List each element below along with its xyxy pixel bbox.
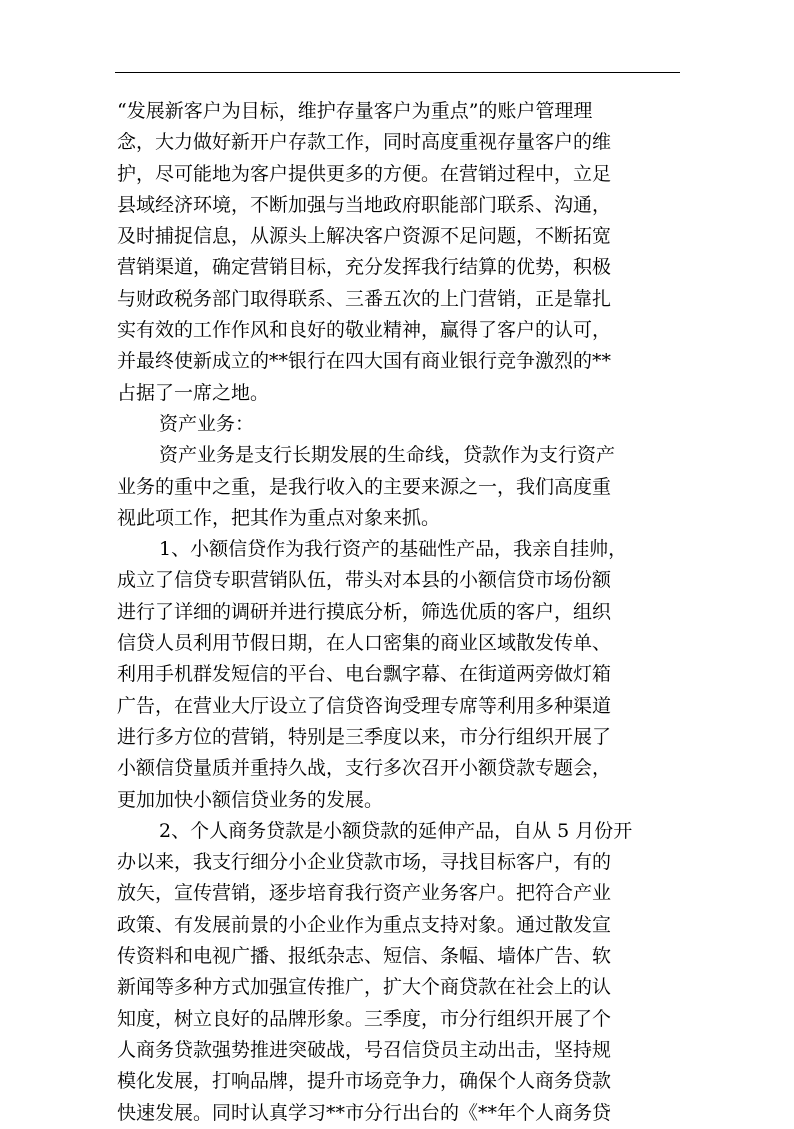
text-line: 进行了详细的调研并进行摸底分析，筛选优质的客户，组织 — [117, 600, 612, 623]
text-line: 县域经济环境，不断加强与当地政府职能部门联系、沟通， — [117, 193, 612, 216]
text-line: 1、小额信贷作为我行资产的基础性产品，我亲自挂帅， — [159, 538, 628, 561]
text-line: 成立了信贷专职营销队伍，带头对本县的小额信贷市场份额 — [117, 569, 612, 592]
text-line: 护，尽可能地为客户提供更多的方便。在营销过程中，立足 — [117, 162, 612, 185]
paragraph-business-loans — [117, 816, 677, 1129]
paragraph-asset-intro — [117, 440, 677, 534]
section-heading-asset-business — [117, 409, 677, 440]
paragraph-account-management — [117, 96, 677, 409]
text-line: 占据了一席之地。 — [117, 381, 270, 404]
document-body — [117, 96, 677, 1129]
text-line: 及时捕捉信息，从源头上解决客户资源不足问题，不断拓宽 — [117, 225, 612, 248]
text-line: 业务的重中之重，是我行收入的主要来源之一，我们高度重 — [117, 475, 612, 498]
text-line: 模化发展，打响品牌，提升市场竞争力，确保个人商务贷款 — [117, 1070, 612, 1093]
text-line: 政策、有发展前景的小企业作为重点支持对象。通过散发宣 — [117, 913, 612, 936]
text-line: 放矢，宣传营销，逐步培育我行资产业务客户。把符合产业 — [117, 882, 612, 905]
text-line: 进行多方位的营销，特别是三季度以来，市分行组织开展了 — [117, 725, 612, 748]
text-line: 人商务贷款强势推进突破战，号召信贷员主动出击，坚持规 — [117, 1038, 612, 1061]
text-line: 快速发展。同时认真学习**市分行出台的《**年个人商务贷 — [117, 1101, 612, 1124]
text-line: 实有效的工作作风和良好的敬业精神，赢得了客户的认可， — [117, 319, 612, 342]
text-line: 资产业务是支行长期发展的生命线，贷款作为支行资产 — [159, 444, 616, 467]
text-line: 广告，在营业大厅设立了信贷咨询受理专席等利用多种渠道 — [117, 694, 612, 717]
text-line: 念，大力做好新开户存款工作，同时高度重视存量客户的维 — [117, 131, 612, 154]
header-rule — [115, 72, 680, 73]
text-line: 新闻等多种方式加强宣传推广，扩大个商贷款在社会上的认 — [117, 976, 612, 999]
text-line: 与财政税务部门取得联系、三番五次的上门营销，正是靠扎 — [117, 287, 612, 310]
text-line: 2、个人商务贷款是小额贷款的延伸产品，自从 5 月份开 — [159, 819, 633, 842]
text-line: “发展新客户为目标，维护存量客户为重点”的账户管理理 — [117, 100, 593, 122]
text-line: 知度，树立良好的品牌形象。三季度，市分行组织开展了个 — [117, 1007, 612, 1030]
text-line: 利用手机群发短信的平台、电台飘字幕、在街道两旁做灯箱 — [117, 663, 612, 686]
text-line: 信贷人员利用节假日期，在人口密集的商业区域散发传单、 — [117, 632, 612, 655]
text-line: 传资料和电视广播、报纸杂志、短信、条幅、墙体广告、软 — [117, 945, 612, 968]
text-line: 小额信贷量质并重持久战，支行多次召开小额贷款专题会， — [117, 757, 612, 780]
text-line: 视此项工作，把其作为重点对象来抓。 — [117, 506, 441, 529]
text-line: 更加加快小额信贷业务的发展。 — [117, 788, 384, 811]
text-line: 办以来，我支行细分小企业贷款市场，寻找目标客户，有的 — [117, 851, 612, 874]
text-line: 并最终使新成立的**银行在四大国有商业银行竞争激烈的** — [117, 350, 612, 373]
section-heading: 资产业务： — [159, 412, 255, 435]
paragraph-microcredit — [117, 534, 677, 816]
text-line: 营销渠道，确定营销目标，充分发挥我行结算的优势，积极 — [117, 256, 612, 279]
